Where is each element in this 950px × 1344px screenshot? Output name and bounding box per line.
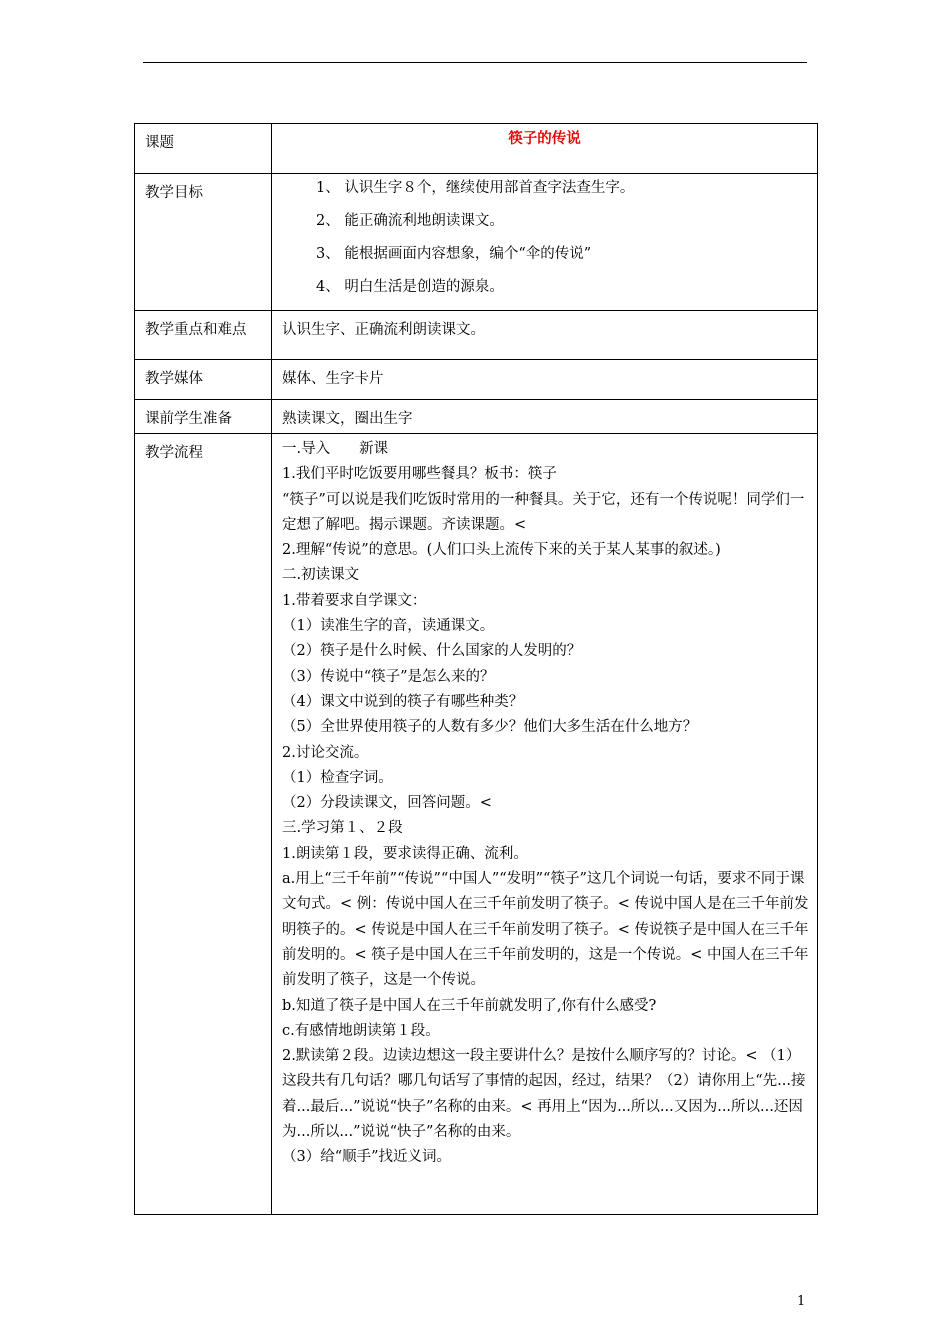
- flow-label: 教学流程: [135, 434, 272, 1215]
- flow-line: 1.朗读第１段，要求读得正确、流利。: [282, 845, 528, 862]
- goals-list: [272, 174, 817, 310]
- goal-item: 2、 能正确流利地朗读课文。: [316, 213, 504, 229]
- media-text: 媒体、生字卡片: [282, 371, 384, 387]
- flow-line: c.有感情地朗读第１段。: [282, 1022, 440, 1039]
- flow-line: 三.学习第１、２段: [282, 820, 403, 837]
- flow-line: （4）课文中说到的筷子有哪些种类？: [282, 693, 524, 710]
- flow-line: 1.带着要求自学课文：: [282, 592, 427, 609]
- title-label: 课题: [135, 124, 272, 174]
- key-points-row: [135, 311, 818, 360]
- goal-item: 4、 明白生活是创造的源泉。: [316, 279, 504, 295]
- page-number: 1: [797, 1294, 806, 1309]
- media-row: [135, 360, 818, 400]
- flow-line: 2.默读第２段。边读边想这一段主要讲什么？是按什么顺序写的？讨论。< （1）这段共有几句话？哪几句话写了事情的起因，经过，结果？（2）请你用上“先...接着...最后...”说说“快子”名称的由来。< 再用上“因为...所以...又因为...所以...还因为...所以...”说说“快子”名称的由来。: [282, 1048, 806, 1141]
- flow-line: （1）检查字词。: [282, 769, 393, 786]
- flow-line: “筷子”可以说是我们吃饭时常用的一种餐具。关于它，还有一个传说呢！同学们一定想了解吧。揭示课题。齐读课题。<: [282, 491, 805, 533]
- flow-content: [272, 434, 817, 1171]
- flow-line: 一.导入 新课: [282, 441, 389, 457]
- title-row: [135, 124, 818, 174]
- flow-line: 二.初读课文: [282, 567, 360, 584]
- prep-label: 课前学生准备: [135, 400, 272, 434]
- flow-line: a.用上“三千年前”“传说”“中国人”“发明”“筷子”这几个词说一句话，要求不同于课文句式。< 例：传说中国人在三千年前发明了筷子。< 传说中国人是在三千年前发明筷子的。< 传说是中国人在三千年前发明了筷子。< 传说筷子是中国人在三千年前发明的。< 筷子是中国人在三千年前发明的，这是一个传说。< 中国人在三千年前发明了筷子，这是一个传说。: [282, 871, 809, 989]
- flow-line: （3）给“顺手”找近义词。: [282, 1149, 452, 1166]
- media-label: 教学媒体: [135, 360, 272, 400]
- goal-item: 1、 认识生字８个，继续使用部首查字法查生字。: [316, 180, 635, 196]
- lesson-plan-table: [134, 123, 818, 1215]
- goals-label: 教学目标: [135, 174, 272, 311]
- prep-row: [135, 400, 818, 434]
- lesson-title: 筷子的传说: [272, 124, 818, 174]
- goal-item: 3、 能根据画面内容想象，编个“伞的传说”: [316, 246, 592, 262]
- prep-text: 熟读课文，圈出生字: [282, 411, 413, 427]
- flow-row: [135, 434, 818, 1215]
- header-rule: [143, 62, 807, 63]
- flow-line: 2.理解“传说”的意思。(人们口头上流传下来的关于某人某事的叙述。): [282, 542, 721, 559]
- key-points-label: 教学重点和难点: [135, 311, 272, 360]
- flow-line: 2.讨论交流。: [282, 744, 369, 761]
- flow-line: （5）全世界使用筷子的人数有多少？他们大多生活在什么地方？: [282, 719, 698, 736]
- flow-line: （2）筷子是什么时候、什么国家的人发明的？: [282, 643, 582, 660]
- flow-line: （1）读准生字的音，读通课文。: [282, 618, 495, 635]
- flow-line: （2）分段读课文，回答问题。<: [282, 795, 492, 812]
- flow-line: 1.我们平时吃饭要用哪些餐具？板书：筷子: [282, 466, 557, 483]
- flow-line: b.知道了筷子是中国人在三千年前就发明了,你有什么感受?: [282, 997, 657, 1014]
- key-points-text: 认识生字、正确流利朗读课文。: [282, 322, 485, 338]
- flow-line: （3）传说中“筷子”是怎么来的？: [282, 668, 495, 685]
- goals-row: [135, 174, 818, 311]
